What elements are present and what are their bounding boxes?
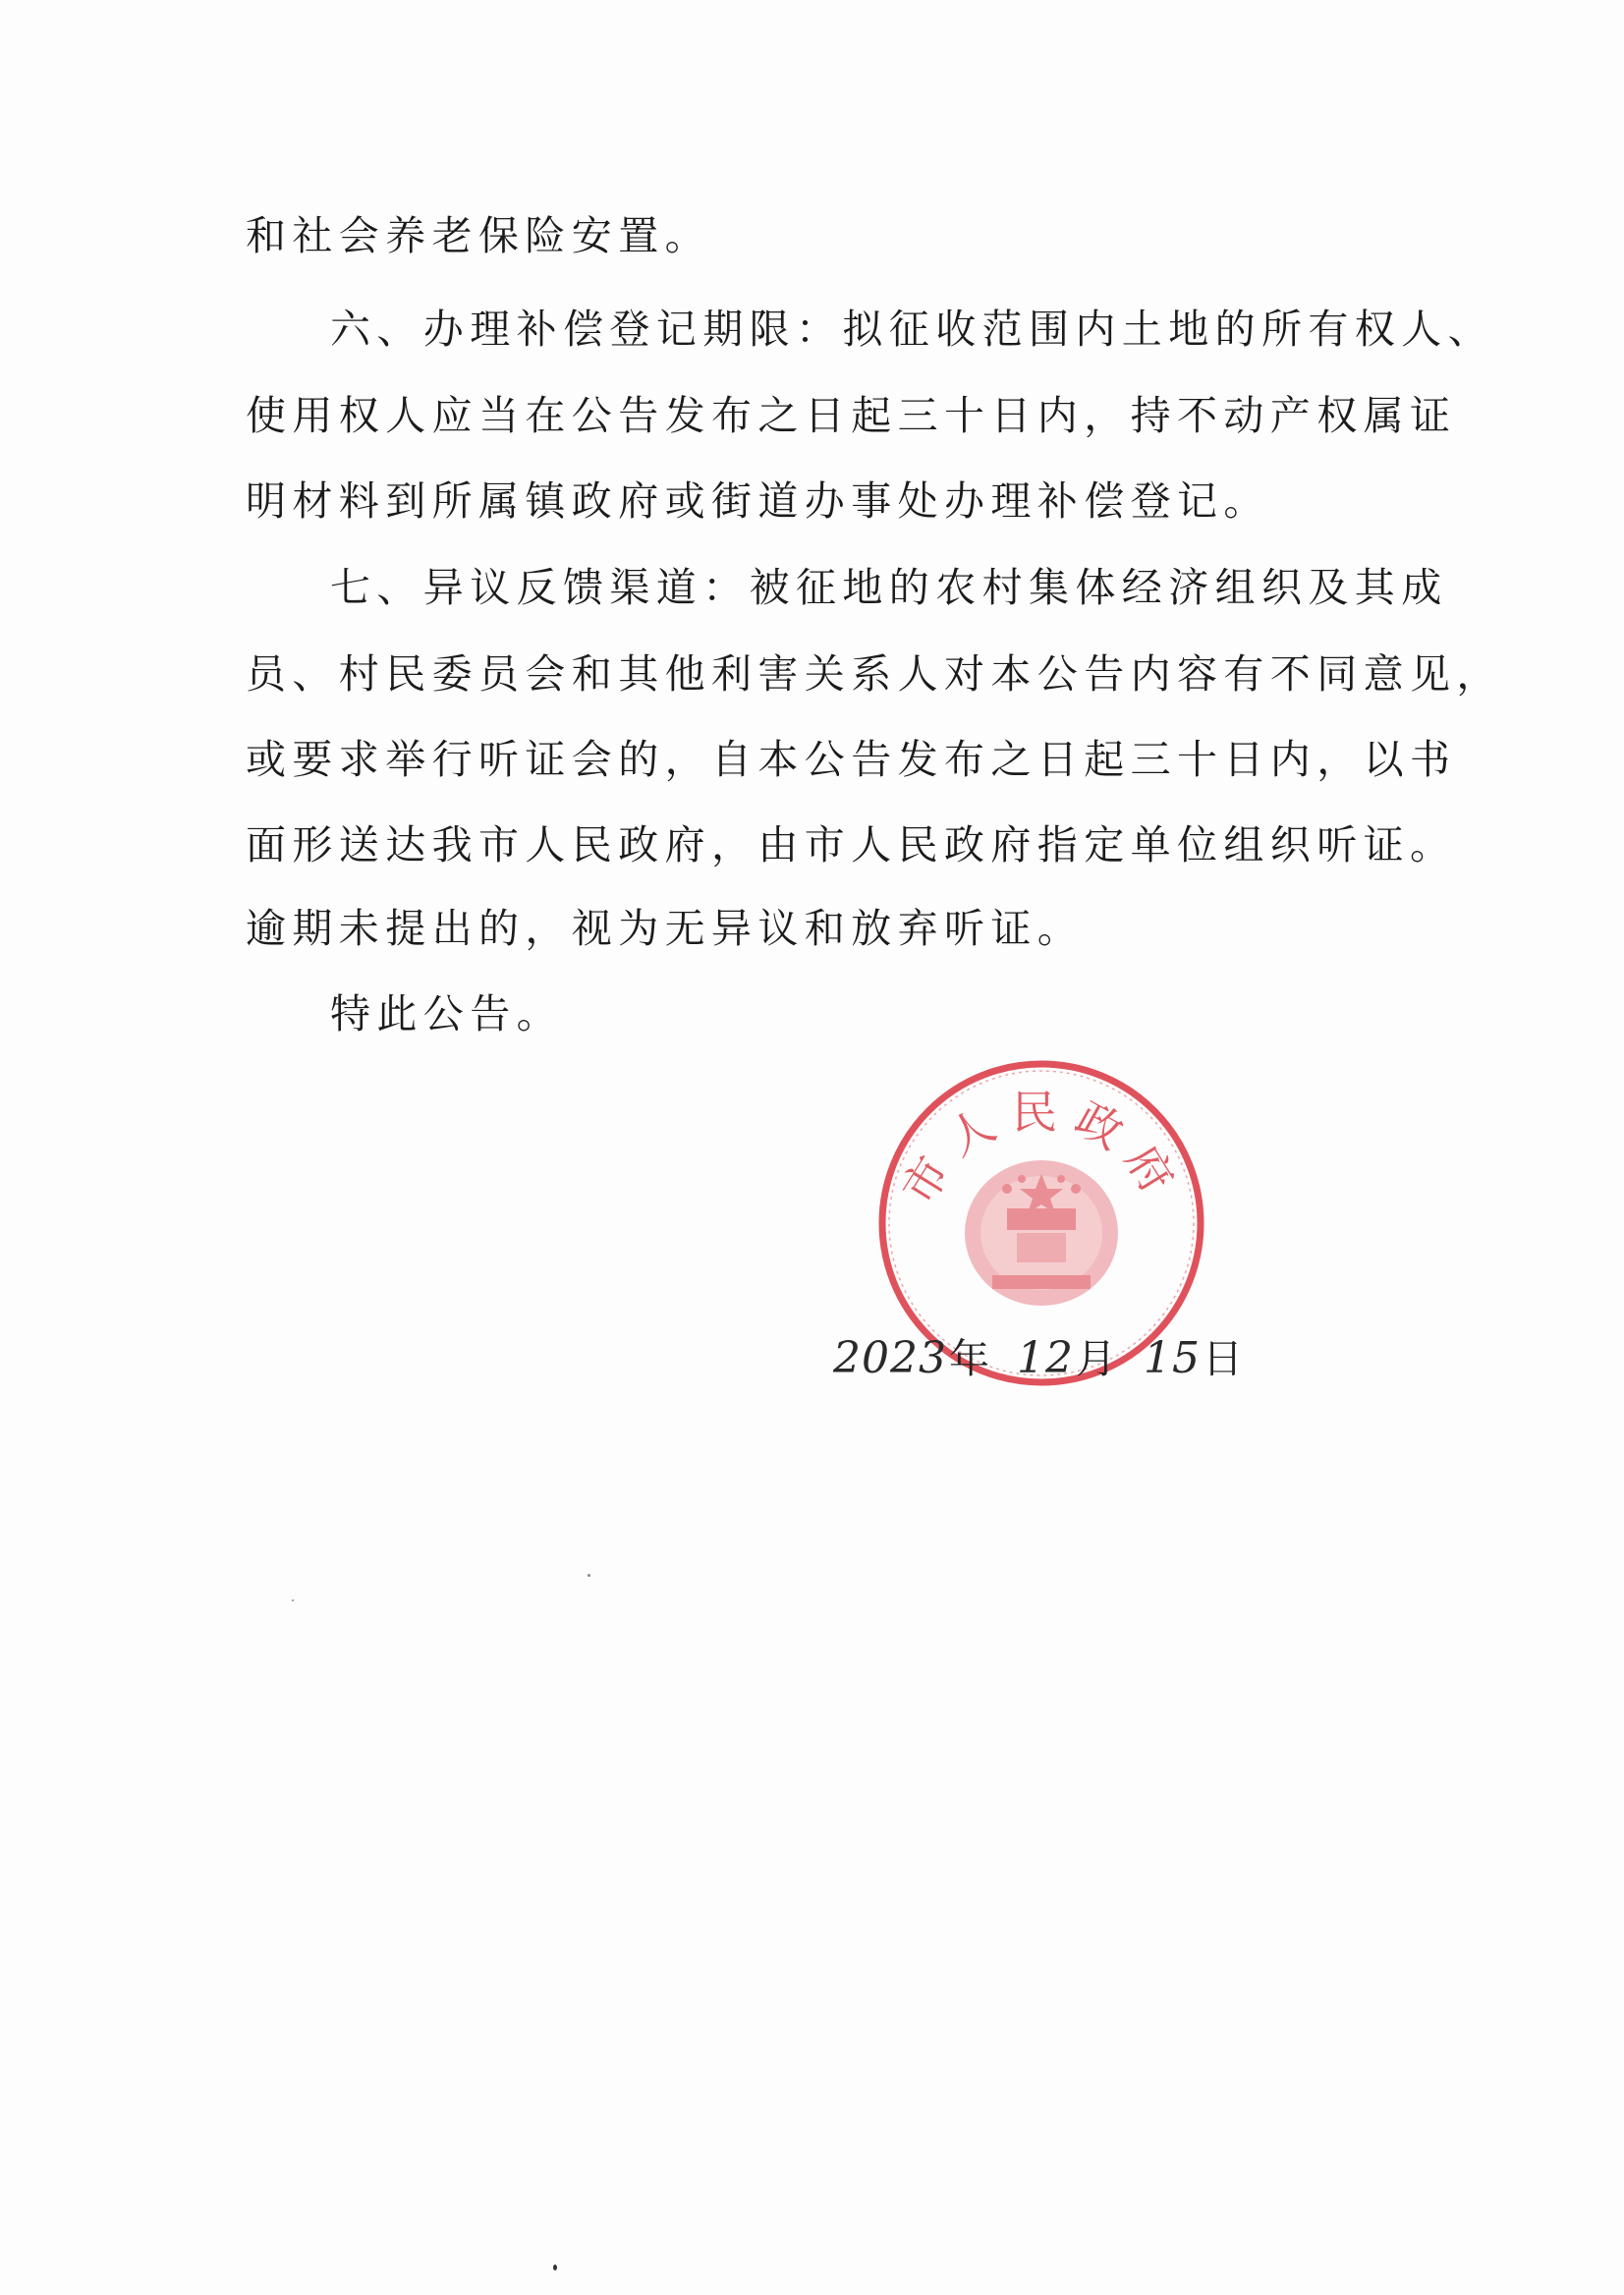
text-line-7: 或要求举行听证会的，自本公告发布之日起三十日内，以书 <box>246 736 1457 783</box>
text-line-4: 明材料到所属镇政府或街道办事处办理补偿登记。 <box>246 477 1270 525</box>
text-line-8: 面形送达我市人民政府，由市人民政府指定单位组织听证。 <box>246 821 1457 868</box>
text-line-2: 六、办理补偿登记期限：拟征收范围内土地的所有权人、 <box>330 306 1494 353</box>
date-day-unit: 日 <box>1202 1335 1243 1382</box>
date-year-unit: 年 <box>948 1335 989 1382</box>
svg-text:市人民政府: 市人民政府 <box>891 1086 1192 1214</box>
scan-speck <box>553 2265 557 2270</box>
signature-date <box>833 1326 1243 1385</box>
closing-line: 特此公告。 <box>330 990 563 1037</box>
date-year: 2023 <box>833 1333 947 1383</box>
text-line-5: 七、异议反馈渠道：被征地的农村集体经济组织及其成 <box>330 564 1448 611</box>
text-line-6: 员、村民委员会和其他利害关系人对本公告内容有不同意见， <box>246 650 1503 698</box>
text-line-1: 和社会养老保险安置。 <box>246 212 711 259</box>
text-line-3: 使用权人应当在公告发布之日起三十日内，持不动产权属证 <box>246 392 1457 439</box>
date-month: 12 <box>1016 1333 1074 1383</box>
date-month-unit: 月 <box>1075 1335 1116 1382</box>
date-day: 15 <box>1143 1333 1201 1383</box>
text-line-9: 逾期未提出的，视为无异议和放弃听证。 <box>246 905 1085 952</box>
scan-speck <box>292 1599 294 1601</box>
scan-speck <box>588 1574 590 1577</box>
